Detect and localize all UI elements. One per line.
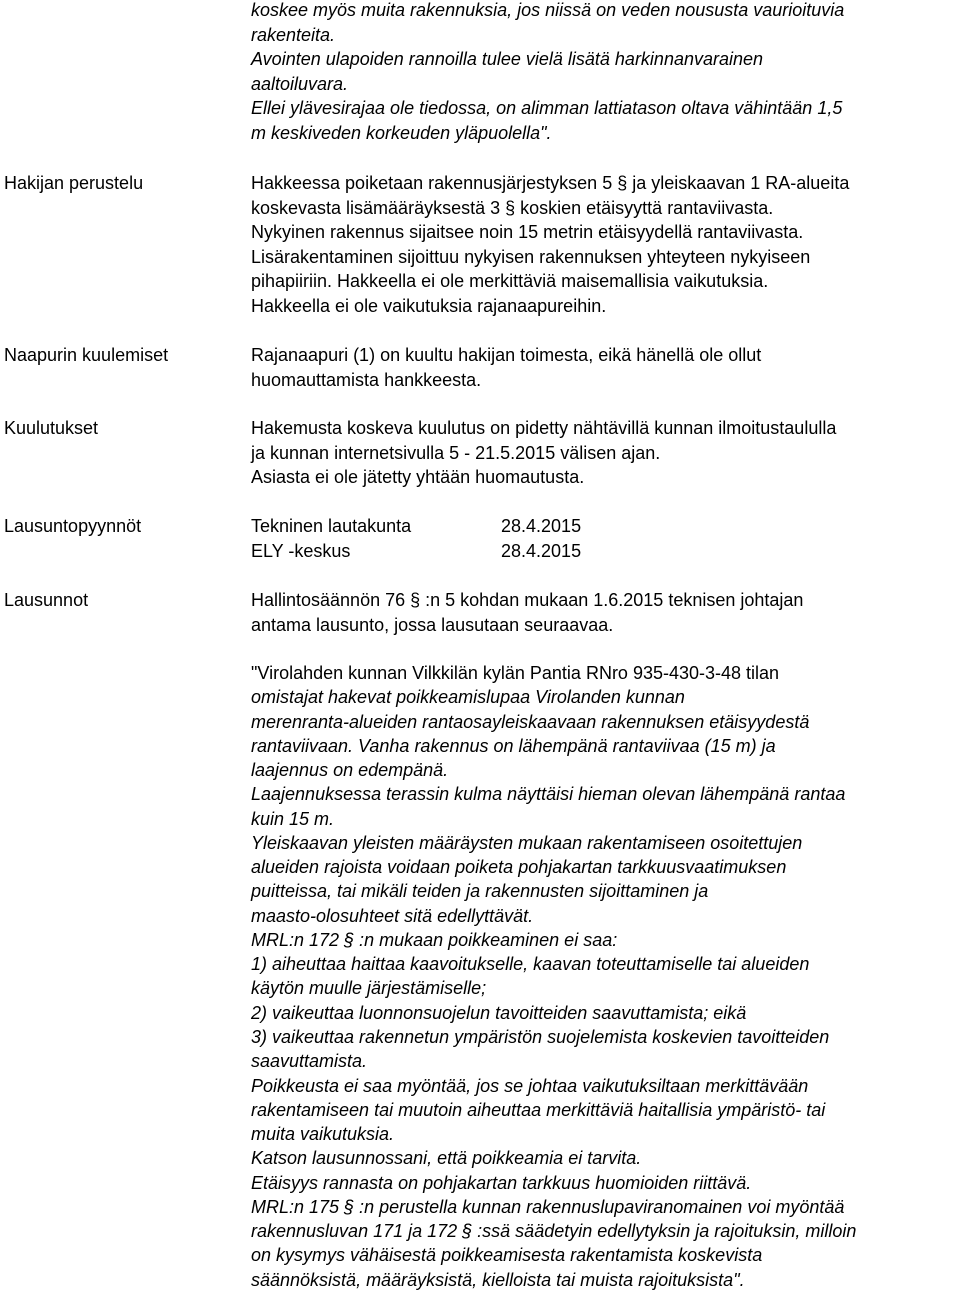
text-line: huomauttamista hankkeesta.: [251, 369, 482, 390]
quote-line: saavuttamista.: [251, 1051, 368, 1072]
quote-line: "Virolahden kunnan Vilkkilän kylän Pantia RNro 935-430-3-48 tilan: [251, 663, 780, 683]
quote-line: 2) vaikeuttaa luonnonsuojelun tavoitteiden saavuttamista; eikä: [251, 1002, 747, 1023]
text-line: ja kunnan internetsivulla 5 - 21.5.2015 välisen ajan.: [251, 442, 661, 463]
quote-line: Avointen ulapoiden rannoilla tulee vielä lisätä harkinnanvarainen: [251, 49, 764, 69]
quote-line: omistajat hakevat poikkeamislupaa Virolanden kunnan: [251, 687, 685, 708]
lausunto-quote-block: [251, 661, 951, 1292]
quote-line: maasto-olosuhteet sitä edellyttävät.: [251, 905, 534, 926]
quote-line: käytön muulle järjestämiselle;: [251, 978, 487, 999]
quote-line: aaltoiluvara.: [251, 73, 349, 94]
quote-line: Ellei ylävesirajaa ole tiedossa, on alimman lattiatason oltava vähintään 1,5: [251, 98, 843, 118]
quote-line: merenranta-alueiden rantaosayleiskaavaan rakennuksen etäisyydestä: [251, 711, 810, 732]
text-line: koskevasta lisämääräyksestä 3 § koskien etäisyyttä rantaviivasta.: [251, 197, 774, 218]
text-line: Asiasta ei ole jätetty yhtään huomautusta.: [251, 467, 585, 487]
quote-line: rakentamiseen tai muutoin aiheuttaa merkittäviä haitallisia ympäristö- tai: [251, 1099, 826, 1120]
quote-line: puitteissa, tai mikäli teiden ja rakennusten sijoittaminen ja: [251, 881, 709, 902]
quote-line: rakennusluvan 171 ja 172 § :ssä säädetyin edellytyksin ja rajoituksin, milloin: [251, 1221, 857, 1242]
text-line: pihapiiriin. Hakkeella ei ole merkittäviä maisemallisia vaikutuksia.: [251, 271, 769, 291]
kuulutukset-text: [251, 416, 951, 490]
quote-line: MRL:n 175 § :n perustella kunnan rakennuslupaviranomainen voi myöntää: [251, 1196, 845, 1217]
text-line: Hakkeella ei ole vaikutuksia rajanaapureihin.: [251, 295, 607, 316]
quote-line: MRL:n 172 § :n mukaan poikkeaminen ei saa:: [251, 929, 618, 950]
quote-line: 3) vaikeuttaa rakennetun ympäristön suojelemista koskevien tavoitteiden: [251, 1026, 830, 1047]
label-kuulutukset: Kuulutukset: [4, 418, 99, 438]
naapurin-kuulemiset-text: [251, 343, 951, 392]
quote-line: m keskiveden korkeuden yläpuolella".: [251, 122, 552, 143]
label-hakijan-perustelu: Hakijan perustelu: [4, 173, 144, 193]
quote-line: säännöksistä, määräyksistä, kielloista tai muista rajoituksista".: [251, 1269, 745, 1290]
quote-line: rantaviivaan. Vanha rakennus on lähempänä rantaviivaa (15 m) ja: [251, 735, 776, 756]
text-line: Rajanaapuri (1) on kuultu hakijan toimesta, eikä hänellä ole ollut: [251, 345, 762, 365]
quote-line: on kysymys vähäisestä poikkeamisesta rakentamista koskevista: [251, 1245, 763, 1266]
quote-line: rakenteita.: [251, 24, 336, 45]
quote-line: Yleiskaavan yleisten määräysten mukaan rakentamiseen osoitettujen: [251, 832, 803, 853]
request-date: 28.4.2015: [501, 541, 582, 561]
text-line: Nykyinen rakennus sijaitsee noin 15 metrin etäisyydellä rantaviivasta.: [251, 222, 804, 242]
quote-line: laajennus on edempänä.: [251, 760, 449, 781]
quote-line: Katson lausunnossani, että poikkeamia ei tarvita.: [251, 1148, 642, 1169]
quote-line: Poikkeusta ei saa myöntää, jos se johtaa vaikutuksiltaan merkittävään: [251, 1075, 809, 1096]
request-recipient: Tekninen lautakunta: [251, 516, 412, 536]
request-date: 28.4.2015: [501, 516, 582, 536]
lausunnot-intro: [251, 588, 951, 637]
label-naapurin-kuulemiset: Naapurin kuulemiset: [4, 345, 169, 365]
text-line: antama lausunto, jossa lausutaan seuraavaa.: [251, 614, 614, 635]
top-quote-block: [251, 0, 951, 145]
quote-line: 1) aiheuttaa haittaa kaavoitukselle, kaavan toteuttamiselle tai alueiden: [251, 954, 810, 975]
quote-line: muita vaikutuksia.: [251, 1124, 395, 1145]
quote-line: kuin 15 m.: [251, 808, 335, 829]
text-line: Hakkeessa poiketaan rakennusjärjestyksen 5 § ja yleiskaavan 1 RA-alueita: [251, 173, 850, 193]
text-line: Hakemusta koskeva kuulutus on pidetty nähtävillä kunnan ilmoitustaululla: [251, 418, 837, 438]
text-line: Lisärakentaminen sijoittuu nykyisen rakennuksen yhteyteen nykyiseen: [251, 246, 811, 267]
request-recipient: ELY -keskus: [251, 541, 351, 561]
text-line: Hallintosäännön 76 § :n 5 kohdan mukaan 1.6.2015 teknisen johtajan: [251, 590, 804, 610]
label-lausuntopyynnot: Lausuntopyynnöt: [4, 516, 142, 536]
quote-line: alueiden rajoista voidaan poiketa pohjakartan tarkkuusvaatimuksen: [251, 857, 787, 878]
label-lausunnot: Lausunnot: [4, 590, 89, 610]
quote-line: Laajennuksessa terassin kulma näyttäisi hieman olevan lähempänä rantaa: [251, 784, 846, 805]
quote-line: Etäisyys rannasta on pohjakartan tarkkuus huomioiden riittävä.: [251, 1172, 752, 1193]
hakijan-perustelu-text: [251, 171, 951, 318]
quote-line: koskee myös muita rakennuksia, jos niissä on veden noususta vaurioituvia: [251, 0, 845, 20]
